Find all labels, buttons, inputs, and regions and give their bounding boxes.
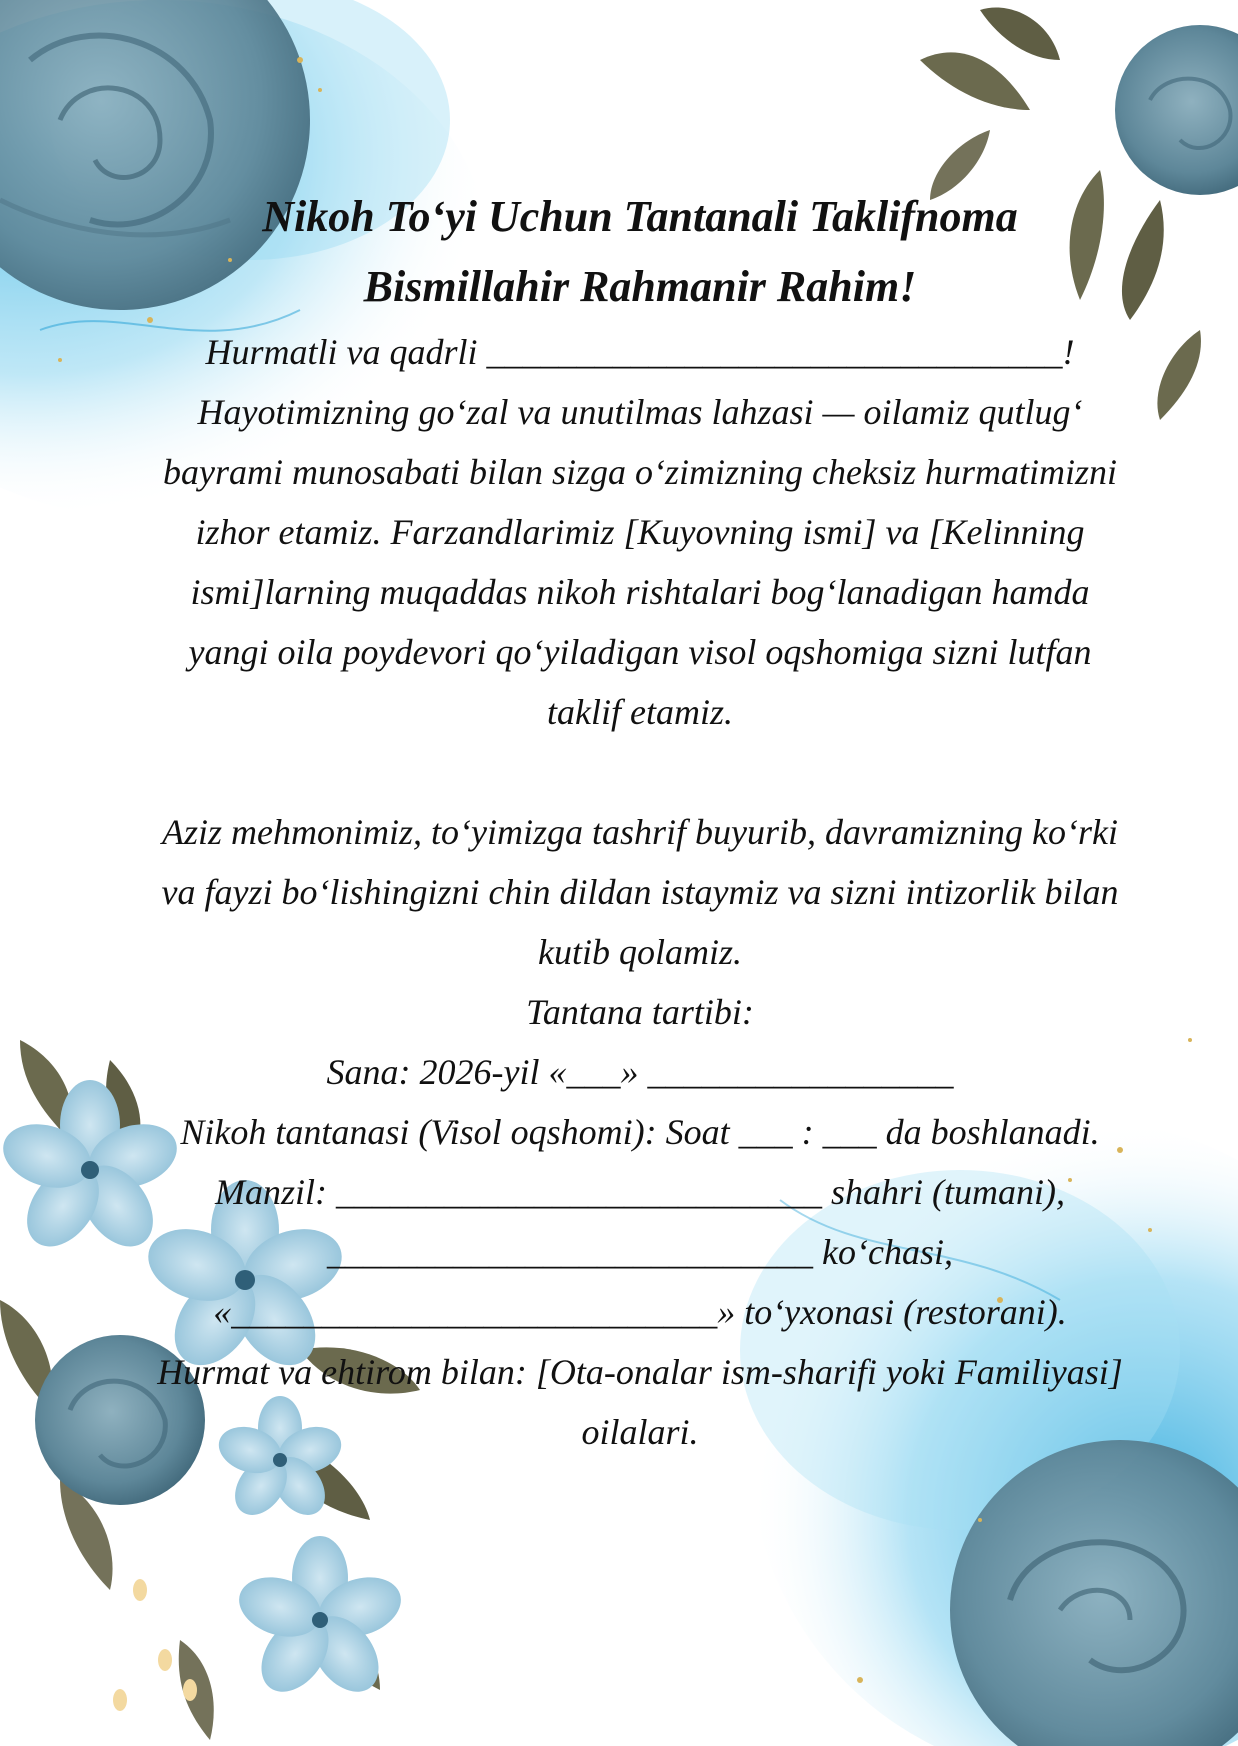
- date-line: Sana: 2026-yil «___» _________________: [326, 1052, 954, 1092]
- rose-top-right: [1115, 25, 1238, 195]
- invitation-subtitle: Bismillahir Rahmanir Rahim!: [363, 262, 917, 311]
- greeting-line: Hurmatli va qadrli ________________________________!: [205, 332, 1075, 372]
- address-line-street: ___________________________ ko‘chasi,: [327, 1232, 953, 1272]
- address-line-venue: «___________________________» to‘yxonasi (restorani).: [213, 1292, 1067, 1332]
- paragraph-spacer: [150, 742, 1130, 802]
- paragraph-intro: Hayotimizning go‘zal va unutilmas lahzasi — oilamiz qutlug‘ bayrami munosabati bilan sizga o‘zimizning cheksiz hurmatimizni izhor etamiz. Farzandlarimiz [Kuyovning ismi] va [Kelinning ismi]larning muqaddas nikoh rishtalari bog‘lanadigan hamda yangi oila poydevori qo‘yiladigan visol oqshomiga sizni lutfan taklif etamiz.: [162, 392, 1118, 732]
- invitation-title: Nikoh To‘yi Uchun Tantanali Taklifnoma: [262, 192, 1018, 241]
- paragraph-welcome: Aziz mehmonimiz, to‘yimizga tashrif buyurib, davramizning ko‘rki va fayzi bo‘lishingizni chin dildan istaymiz va sizni intizorlik bilan kutib qolamiz.: [161, 812, 1119, 972]
- invitation-content: [150, 182, 1130, 1462]
- address-line-city: Manzil: ___________________________ shahri (tumani),: [215, 1172, 1065, 1212]
- signature-line: Hurmat va ehtirom bilan: [Ota-onalar ism-sharifi yoki Familiyasi] oilalari.: [157, 1352, 1123, 1452]
- schedule-heading: Tantana tartibi:: [526, 992, 754, 1032]
- time-line: Nikoh tantanasi (Visol oqshomi): Soat ___ : ___ da boshlanadi.: [180, 1112, 1100, 1152]
